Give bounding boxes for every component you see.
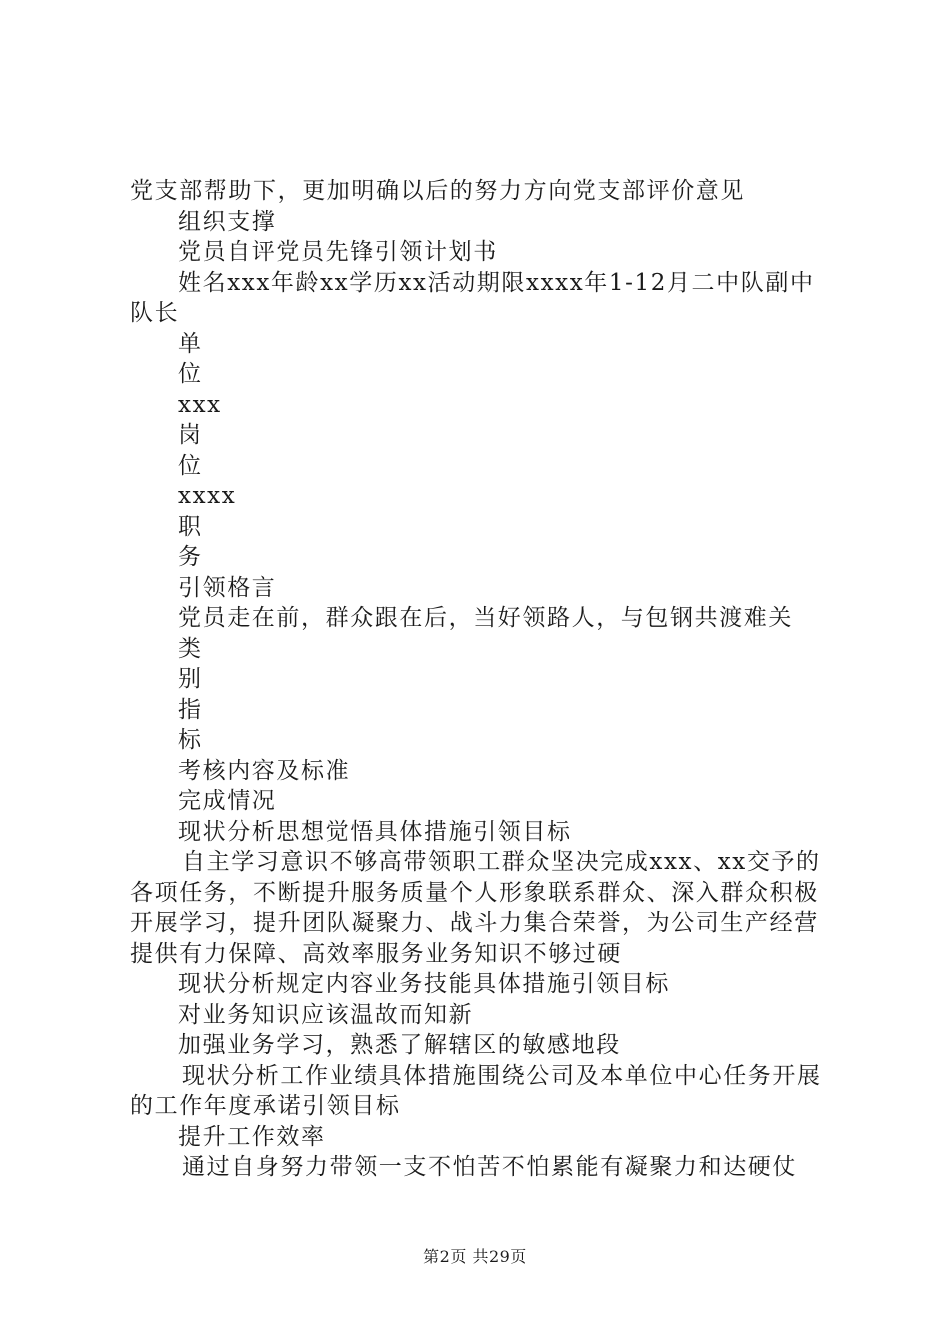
paragraph: 党员走在前，群众跟在后，当好领路人，与包钢共渡难关 — [178, 605, 793, 631]
paragraph: xxx — [178, 391, 222, 418]
paragraph: 党员自评党员先锋引领计划书 — [178, 239, 498, 265]
paragraph: 党支部帮助下，更加明确以后的努力方向党支部评价意见 — [130, 178, 745, 204]
paragraph: 引领格言 — [178, 574, 277, 601]
paragraph: 考核内容及标准 — [178, 757, 351, 784]
paragraph: 类 — [178, 635, 203, 662]
paragraph: 位 — [178, 452, 203, 479]
paragraph: 通过自身努力带领一支不怕苦不怕累能有凝聚力和达硬仗 — [182, 1154, 797, 1180]
paragraph: 务 — [178, 544, 203, 570]
paragraph: 标 — [178, 727, 203, 753]
paragraph: 对业务知识应该温故而知新 — [178, 1001, 474, 1028]
page-number-footer: 第2页 共29页 — [423, 1247, 527, 1266]
paragraph: 组织支撑 — [178, 208, 277, 235]
paragraph: 位 — [178, 361, 203, 387]
paragraph: 指 — [178, 696, 203, 723]
paragraph: 提升工作效率 — [178, 1123, 326, 1150]
paragraph: 别 — [178, 666, 203, 692]
paragraph: 单 — [178, 330, 203, 357]
paragraph: 加强业务学习，熟悉了解辖区的敏感地段 — [178, 1032, 621, 1058]
paragraph: 自主学习意识不够高带领职工群众坚决完成xxx、xx交予的各项任务，不断提升服务质量个人形象联系群众、深入群众积极开展学习，提升团队凝聚力、战斗力集合荣誉，为公司生产经营提供有力保障、高效率服务业务知识不够过硬 — [130, 849, 821, 967]
paragraph: xxxx — [178, 483, 237, 509]
paragraph: 职 — [178, 513, 203, 540]
paragraph: 现状分析思想觉悟具体措施引领目标 — [178, 818, 572, 845]
paragraph: 岗 — [178, 422, 203, 448]
paragraph: 完成情况 — [178, 788, 277, 814]
document-body — [130, 176, 830, 1183]
paragraph: 现状分析规定内容业务技能具体措施引领目标 — [178, 971, 670, 997]
paragraph: 姓名xxx年龄xx学历xx活动期限xxxx年1-12月二中队副中队长 — [130, 269, 815, 326]
paragraph: 现状分析工作业绩具体措施围绕公司及本单位中心任务开展的工作年度承诺引领目标 — [130, 1062, 822, 1119]
